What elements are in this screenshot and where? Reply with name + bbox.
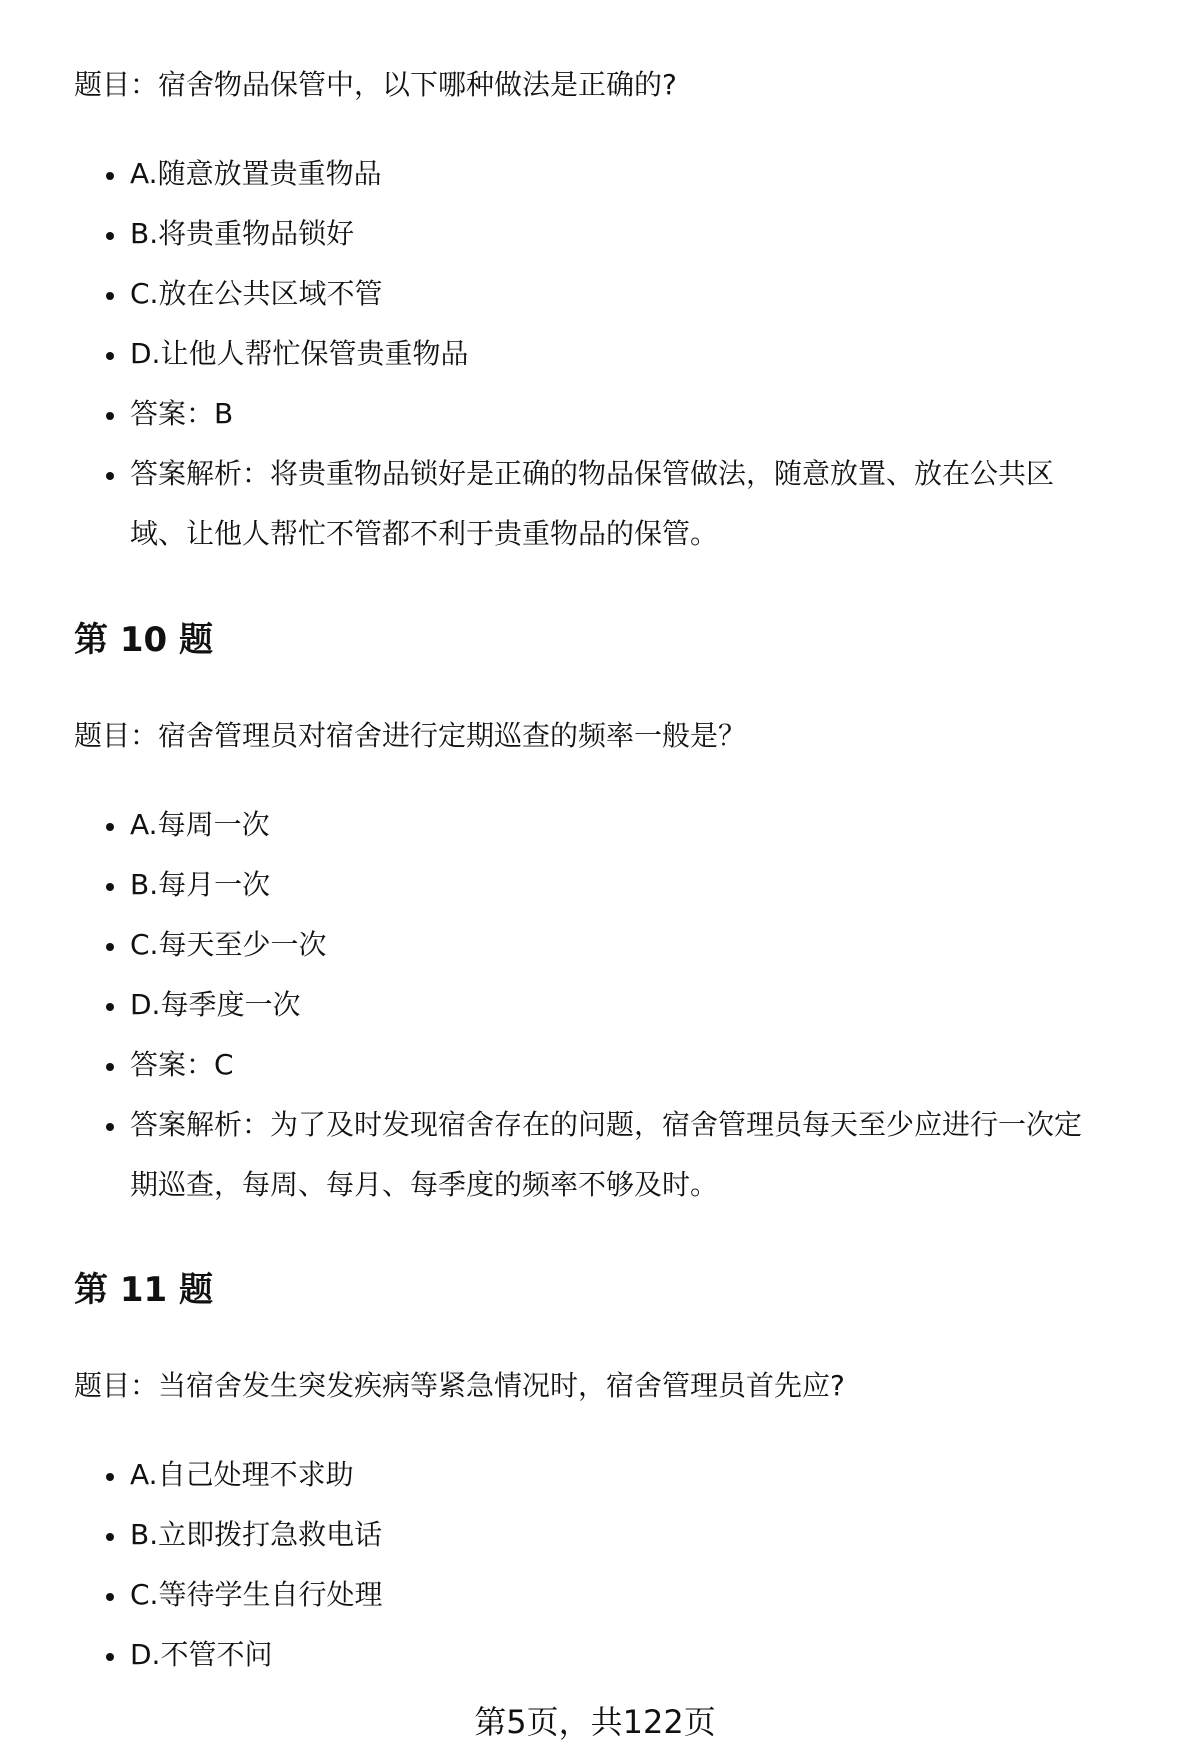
explanation-line-1: 答案解析：为了及时发现宿舍存在的问题，宿舍管理员每天至少应进行一次定 (130, 1108, 1083, 1141)
option-b: B.立即拨打急救电话 (74, 1505, 1154, 1565)
explanation-line-2: 域、让他人帮忙不管都不利于贵重物品的保管。 (130, 517, 719, 550)
question-text: 题目：宿舍管理员对宿舍进行定期巡查的频率一般是？ (74, 719, 747, 752)
explanation-line-2: 期巡查，每周、每月、每季度的频率不够及时。 (130, 1168, 719, 1201)
question-11 (74, 1366, 1154, 1406)
option-b: B.每月一次 (74, 855, 1154, 915)
option-a: A.每周一次 (74, 795, 1154, 855)
option-c: C.放在公共区域不管 (74, 264, 1154, 324)
option-c: C.每天至少一次 (74, 915, 1154, 975)
question-10-heading: 第 10 题 (74, 620, 213, 660)
page-number-footer: 第5页，共122页 (474, 1703, 716, 1741)
option-d: D.让他人帮忙保管贵重物品 (74, 324, 1154, 384)
option-d: D.不管不问 (74, 1625, 1154, 1685)
answer: 答案：B (74, 384, 1154, 444)
question-10-options (74, 795, 1154, 1215)
option-d: D.每季度一次 (74, 975, 1154, 1035)
question-text: 题目：当宿舍发生突发疾病等紧急情况时，宿舍管理员首先应? (74, 1369, 845, 1402)
question-11-heading: 第 11 题 (74, 1270, 213, 1310)
question-11-options (74, 1445, 1154, 1685)
question-9-options (74, 144, 1154, 564)
explanation-line-1: 答案解析：将贵重物品锁好是正确的物品保管做法，随意放置、放在公共区 (130, 457, 1055, 490)
option-a: A.随意放置贵重物品 (74, 144, 1154, 204)
option-b: B.将贵重物品锁好 (74, 204, 1154, 264)
option-c: C.等待学生自行处理 (74, 1565, 1154, 1625)
option-a: A.自己处理不求助 (74, 1445, 1154, 1505)
question-text: 题目：宿舍物品保管中，以下哪种做法是正确的? (74, 68, 677, 101)
answer-explanation (74, 444, 1154, 564)
answer: 答案：C (74, 1035, 1154, 1095)
question-9 (74, 65, 1154, 105)
answer-explanation (74, 1095, 1154, 1215)
question-10 (74, 716, 1154, 756)
